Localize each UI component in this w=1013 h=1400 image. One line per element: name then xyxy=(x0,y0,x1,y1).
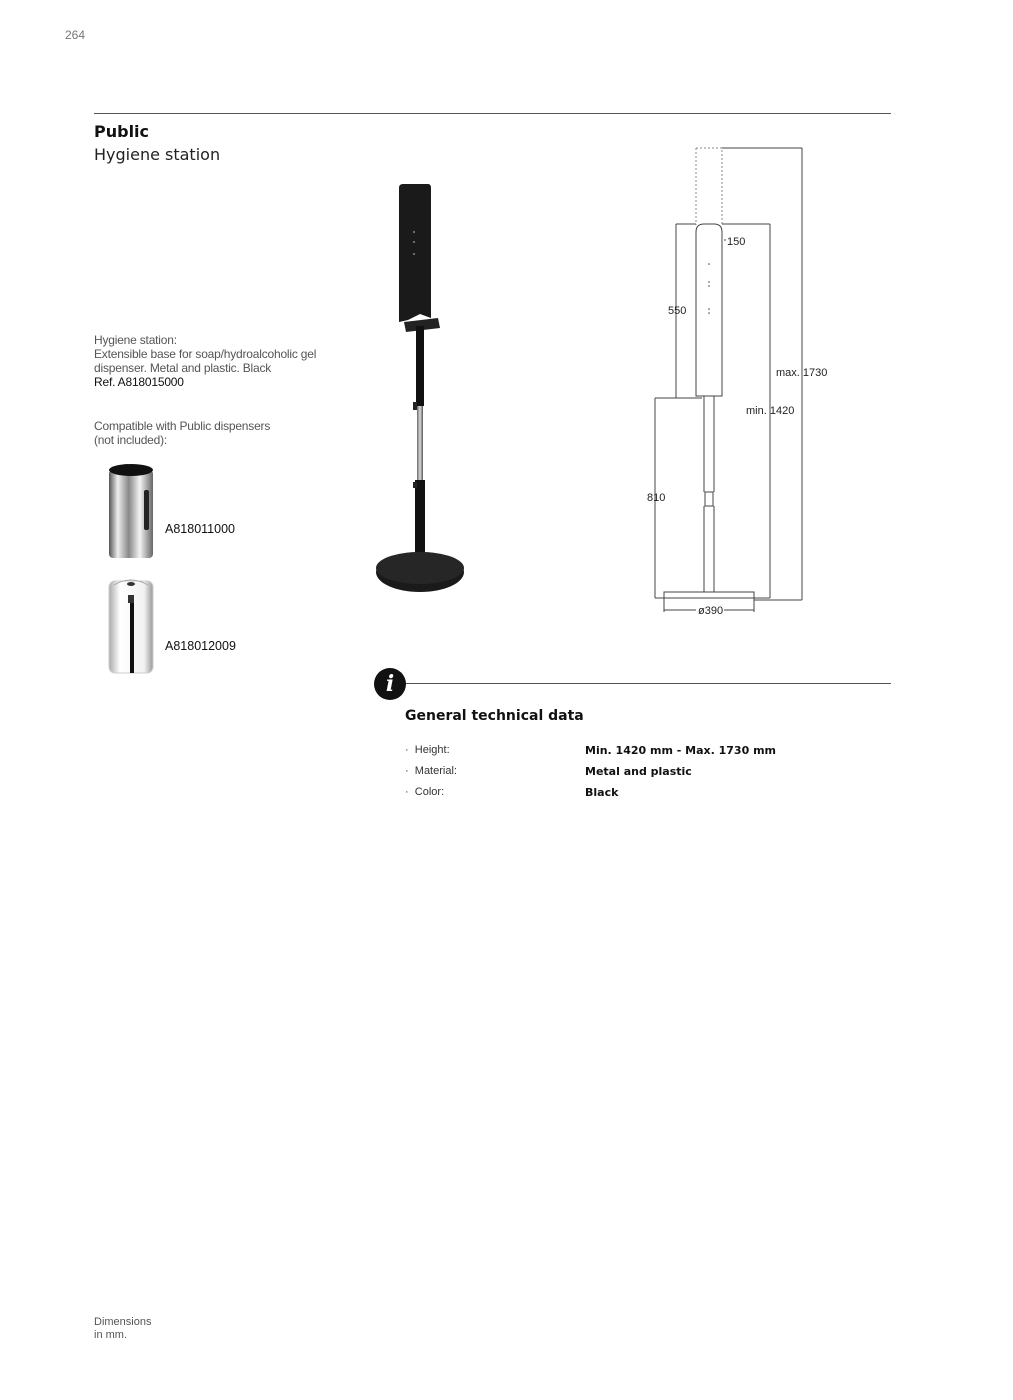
page-subtitle: Hygiene station xyxy=(94,145,221,164)
tech-title: General technical data xyxy=(405,708,584,724)
compatibility-note xyxy=(94,419,270,447)
footer-note xyxy=(94,1316,151,1342)
page-number: 264 xyxy=(65,28,86,42)
dispenser-code: A818012009 xyxy=(165,639,236,653)
description-line: Extensible base for soap/hydroalcoholic gel xyxy=(94,347,317,361)
compat-line: (not included): xyxy=(94,433,168,447)
spec-value: Black xyxy=(585,786,619,799)
dim-min-label: min. 1420 xyxy=(746,405,795,417)
compat-line: Compatible with Public dispensers xyxy=(94,419,271,433)
dim-base-label: ø390 xyxy=(698,605,724,617)
info-rule xyxy=(405,683,891,684)
dim-150-label: 150 xyxy=(727,236,746,248)
white-dispenser-image xyxy=(104,575,160,677)
footer-line: in mm. xyxy=(94,1329,127,1341)
description-line: Hygiene station: xyxy=(94,333,177,347)
spec-label: · Height: xyxy=(405,744,450,756)
spec-label: · Color: xyxy=(405,786,445,798)
hygiene-station-image xyxy=(370,180,470,600)
description-line: dispenser. Metal and plastic. Black xyxy=(94,361,272,375)
spec-value: Min. 1420 mm - Max. 1730 mm xyxy=(585,744,776,757)
info-icon: i xyxy=(374,668,406,700)
page-title: Public xyxy=(94,122,150,141)
dispenser-code: A818011000 xyxy=(165,522,235,536)
technical-drawing xyxy=(640,140,870,620)
footer-line: Dimensions xyxy=(94,1316,152,1328)
dim-550-label: 550 xyxy=(668,305,687,317)
header-rule xyxy=(94,113,891,114)
spec-label: · Material: xyxy=(405,765,457,777)
stainless-dispenser-image xyxy=(104,460,160,562)
product-description xyxy=(94,333,316,389)
product-ref: Ref. A818015000 xyxy=(94,375,184,389)
dim-810-label: 810 xyxy=(647,492,666,504)
spec-value: Metal and plastic xyxy=(585,765,692,778)
dim-max-label: max. 1730 xyxy=(776,367,828,379)
